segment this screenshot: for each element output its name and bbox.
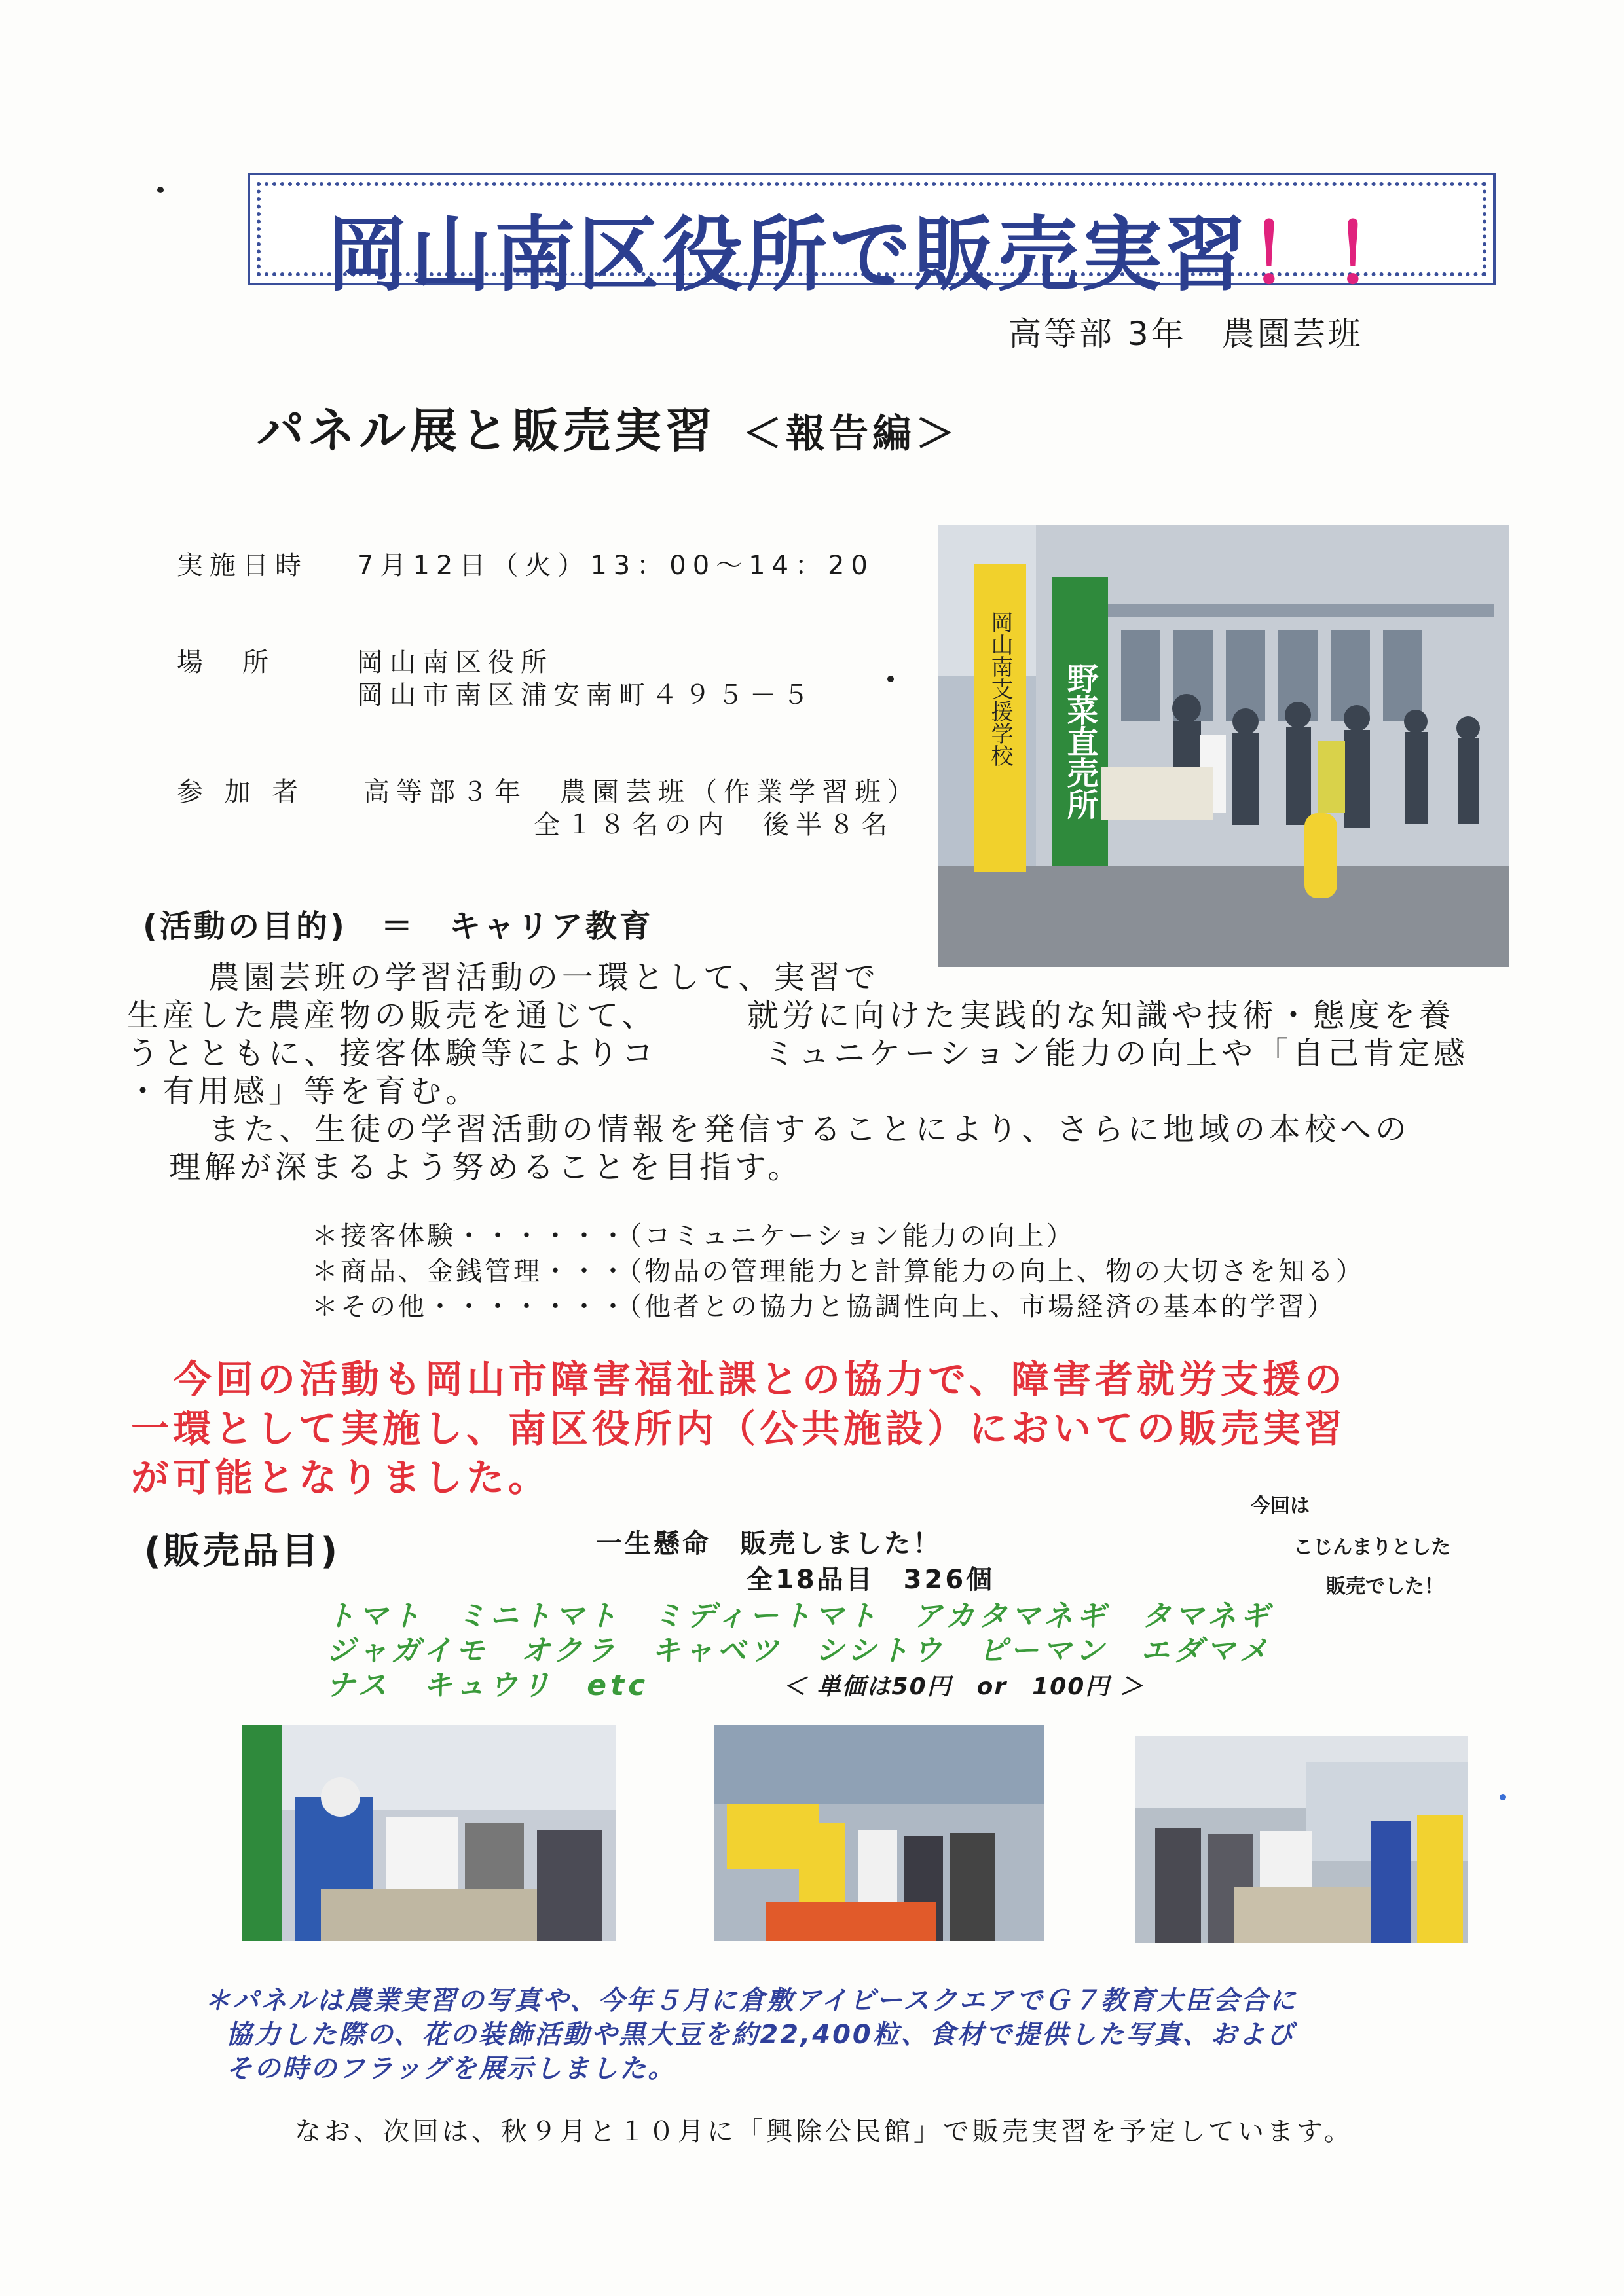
highlight-line-2: 一環として実施し、南区役所内（公共施設）においての販売実習: [131, 1406, 1347, 1451]
shop-flag-text: 野菜直売所: [1061, 663, 1098, 820]
sales-note: 一生懸命 販売しました！: [596, 1529, 942, 1559]
bullet-money: ＊商品、金銭管理・・・（物品の管理能力と計算能力の向上、物の大切さを知る）: [312, 1256, 1365, 1286]
subtitle-sub: ＜報告編＞: [743, 411, 959, 457]
sales-photo-2-illustration: [714, 1725, 1044, 1941]
items-line-2: ジャガイモ オクラ キャベツ シシトウ ピーマン エダマメ: [326, 1634, 1272, 1667]
bullet-customer: ＊接客体験・・・・・・（コミュニケーション能力の向上）: [312, 1221, 1075, 1251]
panel-note-2: 協力した際の、花の装飾活動や黒大豆を約22,400粒、食材で提供した写真、および: [226, 2020, 1295, 2050]
participants-label: 参 加 者: [177, 777, 305, 807]
report-subtitle: [257, 393, 959, 461]
side-note-2: こじんまりとした: [1293, 1536, 1450, 1559]
date-label: 実施日時: [177, 551, 308, 581]
purpose-line-5: また、生徒の学習活動の情報を発信することにより、さらに地域の本校への: [208, 1111, 1411, 1148]
sales-heading: (販売品目): [144, 1530, 341, 1573]
place-label: 場 所: [177, 647, 275, 678]
purpose-line-1: 農園芸班の学習活動の一環として、実習で: [208, 959, 880, 996]
panel-note-1: ＊パネルは農業実習の写真や、今年５月に倉敷アイビースクエアでＧ７教育大臣会合に: [204, 1986, 1298, 2016]
sales-photo-1: [242, 1725, 616, 1941]
title-banner: [248, 173, 1496, 302]
side-note-3: 販売でした！: [1326, 1575, 1444, 1598]
sales-photo-2: [714, 1725, 1044, 1941]
items-line-1: トマト ミニトマト ミディートマト アカタマネギ タマネギ: [326, 1599, 1274, 1633]
place-value-address: 岡山市南区浦安南町４９５－５: [357, 680, 815, 710]
scan-dot: [157, 187, 164, 193]
purpose-line-4: ・有用感」等を育む。: [127, 1073, 481, 1110]
side-note-1: 今回は: [1251, 1495, 1310, 1518]
bullet-other: ＊その他・・・・・・・（他者との協力と協調性向上、市場経済の基本的学習）: [312, 1292, 1336, 1322]
scan-dot: [1500, 1794, 1506, 1800]
highlight-line-1: 今回の活動も岡山市障害福祉課との協力で、障害者就労支援の: [174, 1357, 1346, 1402]
school-flag-text: 岡山南支援学校: [987, 611, 1013, 767]
scan-dot: [887, 676, 894, 682]
class-label: 高等部 3年 農園芸班: [1008, 315, 1363, 353]
participants-count: 全１８名の内 後半８名: [534, 810, 894, 840]
purpose-line-6: 理解が深まるよう努めることを目指す。: [169, 1149, 803, 1186]
page-title: 岡山南区役所で販売実習！！: [326, 208, 1417, 302]
date-value: 7月12日（火）13：00～14：20: [357, 551, 874, 581]
subtitle-main: パネル展と販売実習: [257, 403, 717, 458]
panel-note-3: その時のフラッグを展示しました。: [226, 2054, 676, 2084]
purpose-line-3: うとともに、接客体験等によりコ ミュニケーション能力の向上や「自己肯定感: [127, 1035, 1469, 1072]
main-photo: [938, 525, 1509, 967]
sales-photo-3-illustration: [1135, 1736, 1468, 1943]
main-photo-illustration: [938, 525, 1509, 967]
title-exclamation: ！！: [1249, 208, 1417, 302]
price-note: ＜ 単価は50円 or 100円 ＞: [783, 1673, 1145, 1700]
sales-photo-1-illustration: [242, 1725, 616, 1941]
purpose-line-2: 生産した農産物の販売を通じて、 就労に向けた実践的な知識や技術・態度を養: [127, 997, 1455, 1034]
highlight-line-3: が可能となりました。: [131, 1455, 551, 1500]
sales-photo-3: [1135, 1736, 1468, 1943]
items-line-3: ナス キュウリ etc: [326, 1669, 650, 1702]
footer-note: なお、次回は、秋９月と１０月に「興除公民館」で販売実習を予定しています。: [295, 2117, 1354, 2147]
place-value-name: 岡山南区役所: [357, 647, 553, 678]
purpose-heading: (活動の目的) ＝ キャリア教育: [143, 908, 654, 945]
participants-value: 高等部３年 農園芸班（作業学習班）: [363, 777, 920, 807]
sales-total: 全18品目 326個: [747, 1565, 995, 1595]
